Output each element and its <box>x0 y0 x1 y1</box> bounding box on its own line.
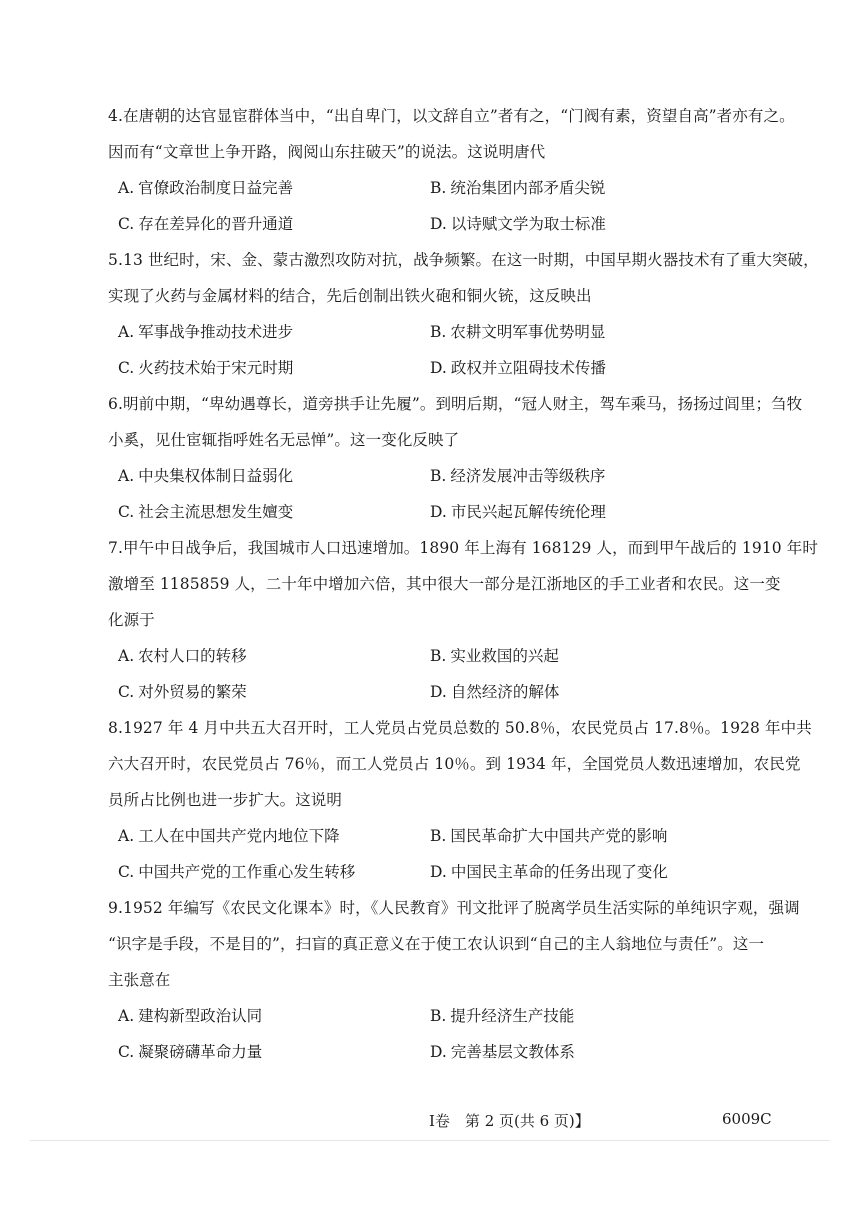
question-stem-line: 9.1952 年编写《农民文化课本》时，《人民教育》刊文批评了脱离学员生活实际的单纯识字观，强调 <box>108 899 800 917</box>
option-label: A. <box>118 647 135 665</box>
question-stem-line: 实现了火药与金属材料的结合，先后创制出铁火砲和铜火铳，这反映出 <box>108 287 592 305</box>
option-label: C. <box>118 503 135 521</box>
question-7 <box>108 530 818 710</box>
option-d[interactable] <box>420 494 780 530</box>
option-text: 官僚政治制度日益完善 <box>138 179 294 197</box>
option-label: B. <box>430 647 447 665</box>
question-8 <box>108 710 812 890</box>
option-label: D. <box>430 215 447 233</box>
option-text: 经济发展冲击等级秩序 <box>450 467 606 485</box>
option-d[interactable] <box>420 674 780 710</box>
option-c[interactable] <box>108 350 420 386</box>
question-stem-line: 8.1927 年 4 月中共五大召开时，工人党员占党员总数的 50.8％，农民党员占 17.8％。1928 年中共 <box>108 719 812 737</box>
option-text: 凝聚磅礴革命力量 <box>138 1043 263 1061</box>
option-text: 建构新型政治认同 <box>138 1007 263 1025</box>
option-a[interactable] <box>108 818 420 854</box>
option-a[interactable] <box>108 998 420 1034</box>
option-b[interactable] <box>420 458 780 494</box>
option-text: 国民革命扩大中国共产党的影响 <box>450 827 668 845</box>
question-stem-line: 六大召开时，农民党员占 76％，而工人党员占 10％。到 1934 年，全国党员人数迅速增加，农民党 <box>108 755 801 773</box>
option-b[interactable] <box>420 314 780 350</box>
question-stem-line: 因而有“文章世上争开路，阀阅山东拄破天”的说法。这说明唐代 <box>108 143 546 161</box>
option-d[interactable] <box>420 206 780 242</box>
option-text: 政权并立阻碍技术传播 <box>450 359 606 377</box>
question-9 <box>108 890 800 1070</box>
option-d[interactable] <box>420 1034 780 1070</box>
option-a[interactable] <box>108 170 420 206</box>
option-label: D. <box>430 359 447 377</box>
option-label: D. <box>430 863 447 881</box>
option-c[interactable] <box>108 1034 420 1070</box>
option-b[interactable] <box>420 170 780 206</box>
question-stem-line: 4.在唐朝的达官显宦群体当中，“出自卑门，以文辞自立”者有之，“门阀有素，资望自高”者亦有之。 <box>108 107 795 125</box>
option-a[interactable] <box>108 458 420 494</box>
option-label: A. <box>118 467 135 485</box>
option-c[interactable] <box>108 494 420 530</box>
question-stem-line: 6.明前中期，“卑幼遇尊长，道旁拱手让先履”。到明后期，“冠人财主，驾车乘马，扬扬过闾里；刍牧 <box>108 395 803 413</box>
option-a[interactable] <box>108 314 420 350</box>
option-b[interactable] <box>420 998 780 1034</box>
question-stem-line: 5.13 世纪时，宋、金、蒙古激烈攻防对抗，战争频繁。在这一时期，中国早期火器技术有了重大突破， <box>108 251 819 269</box>
option-text: 完善基层文教体系 <box>450 1043 575 1061</box>
answer-options <box>108 638 788 710</box>
option-d[interactable] <box>420 350 780 386</box>
option-label: A. <box>118 1007 135 1025</box>
option-label: A. <box>118 323 135 341</box>
option-text: 统治集团内部矛盾尖锐 <box>450 179 606 197</box>
option-text: 农耕文明军事优势明显 <box>450 323 606 341</box>
question-stem-line: 激增至 1185859 人，二十年中增加六倍，其中很大一部分是江浙地区的手工业者和农民。这一变 <box>108 575 781 593</box>
answer-options <box>108 818 788 890</box>
question-4 <box>108 98 795 242</box>
page-footer <box>0 1108 867 1138</box>
question-6 <box>108 386 803 530</box>
option-text: 火药技术始于宋元时期 <box>138 359 294 377</box>
option-label: D. <box>430 683 447 701</box>
option-label: C. <box>118 215 135 233</box>
answer-options <box>108 998 788 1070</box>
option-label: C. <box>118 1043 135 1061</box>
option-text: 社会主流思想发生嬗变 <box>138 503 294 521</box>
option-label: B. <box>430 467 447 485</box>
option-c[interactable] <box>108 854 420 890</box>
option-c[interactable] <box>108 674 420 710</box>
option-label: D. <box>430 503 447 521</box>
question-5 <box>108 242 819 386</box>
bottom-divider <box>30 1140 830 1141</box>
answer-options <box>108 458 788 530</box>
option-text: 中央集权体制日益弱化 <box>138 467 294 485</box>
question-stem-line: 化源于 <box>108 611 155 629</box>
option-text: 农村人口的转移 <box>138 647 247 665</box>
option-label: B. <box>430 827 447 845</box>
option-text: 以诗赋文学为取士标准 <box>450 215 606 233</box>
option-b[interactable] <box>420 818 780 854</box>
option-text: 工人在中国共产党内地位下降 <box>138 827 340 845</box>
option-text: 存在差异化的晋升通道 <box>138 215 294 233</box>
option-label: C. <box>118 359 135 377</box>
option-d[interactable] <box>420 854 780 890</box>
option-label: B. <box>430 323 447 341</box>
option-text: 对外贸易的繁荣 <box>138 683 247 701</box>
question-stem-line: 小奚，见仕宦辄指呼姓名无忌惮”。这一变化反映了 <box>108 431 460 449</box>
option-text: 中国共产党的工作重心发生转移 <box>138 863 356 881</box>
option-label: D. <box>430 1043 447 1061</box>
answer-options <box>108 170 788 242</box>
option-label: A. <box>118 827 135 845</box>
option-text: 自然经济的解体 <box>450 683 560 701</box>
question-stem-line: “识字是手段，不是目的”，扫盲的真正意义在于使工农认识到“自己的主人翁地位与责任”。这一 <box>108 935 765 953</box>
question-stem-line: 主张意在 <box>108 971 171 989</box>
page-number: Ⅰ卷 第 2 页(共 6 页)】 <box>429 1112 590 1130</box>
option-text: 实业救国的兴起 <box>450 647 559 665</box>
option-a[interactable] <box>108 638 420 674</box>
option-label: A. <box>118 179 135 197</box>
option-label: C. <box>118 683 135 701</box>
option-b[interactable] <box>420 638 780 674</box>
option-label: B. <box>430 179 447 197</box>
option-text: 军事战争推动技术进步 <box>138 323 294 341</box>
option-label: B. <box>430 1007 447 1025</box>
question-stem-line: 7.甲午中日战争后，我国城市人口迅速增加。1890 年上海有 168129 人，而到甲午战后的 1910 年时 <box>108 539 818 557</box>
option-text: 中国民主革命的任务出现了变化 <box>450 863 668 881</box>
question-stem-line: 员所占比例也进一步扩大。这说明 <box>108 791 343 809</box>
option-text: 市民兴起瓦解传统伦理 <box>450 503 606 521</box>
paper-code: 6009C <box>722 1110 772 1128</box>
option-label: C. <box>118 863 135 881</box>
option-c[interactable] <box>108 206 420 242</box>
answer-options <box>108 314 788 386</box>
question-list <box>108 98 819 1070</box>
option-text: 提升经济生产技能 <box>450 1007 575 1025</box>
